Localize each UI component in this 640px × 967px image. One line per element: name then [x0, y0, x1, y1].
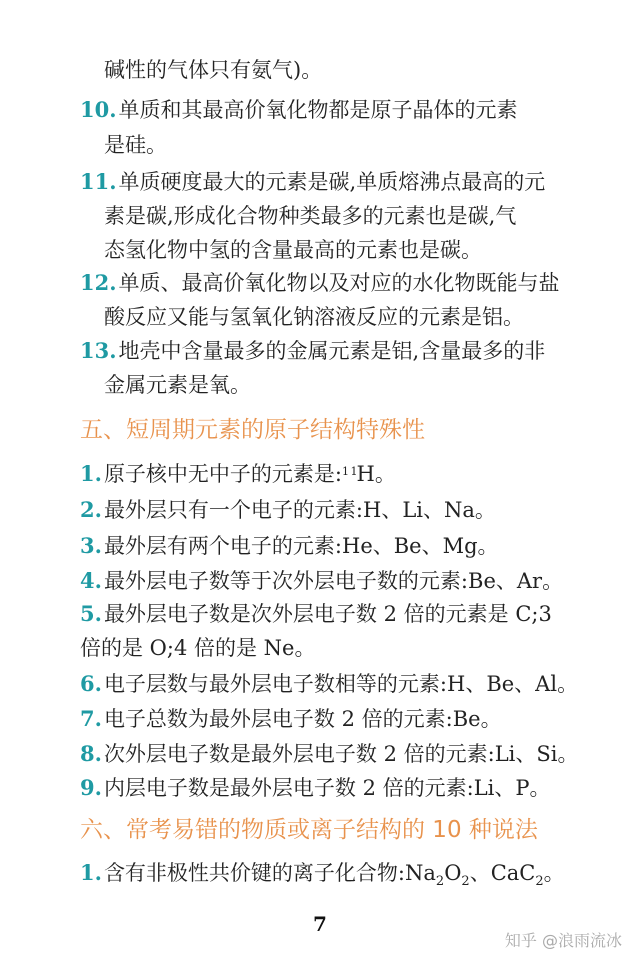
text: 内层电子数是最外层电子数 2 倍的元素:Li、P。: [103, 776, 551, 800]
item-number: 13.: [80, 338, 117, 363]
text: 是硅。: [104, 133, 167, 157]
text: 。: [543, 861, 565, 885]
list-item-5: [80, 600, 580, 628]
isotope-label: 1 1: [342, 465, 357, 478]
item-number: 6.: [80, 671, 102, 696]
text: 、CaC: [469, 861, 536, 885]
item-number: 5.: [80, 601, 102, 626]
list-item-5-cont: [80, 634, 580, 662]
text: 单质、最高价氧化物以及对应的水化物既能与盐: [118, 271, 560, 295]
list-item-1: [80, 460, 580, 488]
text: 碱性的气体只有氨气)。: [104, 58, 323, 82]
item-number: 10.: [80, 97, 117, 122]
item-number: 1.: [80, 461, 102, 486]
text: 酸反应又能与氢氧化钠溶液反应的元素是铝。: [104, 305, 524, 329]
text: 最外层电子数是次外层电子数 2 倍的元素是 C;3: [103, 602, 552, 626]
list-item-10-cont: [104, 131, 604, 159]
list-item-3: [80, 532, 580, 560]
list-item-9: [80, 774, 580, 802]
text: 态氢化物中氢的含量最高的元素也是碳。: [104, 238, 482, 262]
text: 最外层有两个电子的元素:He、Be、Mg。: [103, 534, 499, 558]
text: 单质硬度最大的元素是碳,单质熔沸点最高的元: [118, 170, 546, 194]
item-number: 4.: [80, 568, 102, 593]
text: 倍的是 O;4 倍的是 Ne。: [80, 636, 316, 660]
list-item-11-cont: [104, 236, 604, 264]
page-number: 7: [313, 912, 327, 936]
section-heading-5: 五、短周期元素的原子结构特殊性: [80, 417, 425, 443]
list-item-13: [80, 337, 580, 365]
item-number: 11.: [80, 169, 117, 194]
list-item-4: [80, 567, 580, 595]
text: 金属元素是氧。: [104, 373, 251, 397]
list-item-13-cont: [104, 371, 604, 399]
item-number: 8.: [80, 741, 102, 766]
list-item-12: [80, 269, 580, 297]
list-item-10: [80, 96, 580, 124]
text: 含有非极性共价键的离子化合物:Na: [103, 861, 436, 885]
item-number: 1.: [80, 860, 102, 885]
list-item-6: [80, 670, 580, 698]
list-item-1-section-6: [80, 859, 580, 890]
item-number: 12.: [80, 270, 117, 295]
watermark: 知乎 @浪雨流冰: [504, 931, 622, 950]
text: 电子层数与最外层电子数相等的元素:H、Be、Al。: [103, 672, 579, 696]
subscript: 2: [535, 874, 544, 890]
text: 最外层电子数等于次外层电子数的元素:Be、Ar。: [103, 569, 564, 593]
list-item-2: [80, 496, 580, 524]
item-number: 3.: [80, 533, 102, 558]
text: 单质和其最高价氧化物都是原子晶体的元素: [118, 98, 518, 122]
text: 次外层电子数是最外层电子数 2 倍的元素:Li、Si。: [103, 742, 579, 766]
subscript: 2: [461, 874, 470, 890]
list-item-11-cont: [104, 202, 604, 230]
text: H。: [356, 462, 396, 486]
text: 最外层只有一个电子的元素:H、Li、Na。: [103, 498, 496, 522]
section-heading-6: 六、常考易错的物质或离子结构的 10 种说法: [80, 817, 538, 843]
text: 素是碳,形成化合物种类最多的元素也是碳,气: [104, 204, 517, 228]
list-item-8: [80, 740, 580, 768]
list-item-11: [80, 168, 580, 196]
item-number: 7.: [80, 706, 102, 731]
text: 原子核中无中子的元素是:: [103, 462, 343, 486]
text: 电子总数为最外层电子数 2 倍的元素:Be。: [103, 707, 502, 731]
item-number: 2.: [80, 497, 102, 522]
list-item-12-cont: [104, 303, 604, 331]
text: 地壳中含量最多的金属元素是铝,含量最多的非: [118, 339, 546, 363]
subscript: 2: [435, 874, 445, 890]
item-number: 9.: [80, 775, 102, 800]
continuation-line: [104, 56, 604, 84]
text: O: [444, 861, 462, 885]
list-item-7: [80, 705, 580, 733]
